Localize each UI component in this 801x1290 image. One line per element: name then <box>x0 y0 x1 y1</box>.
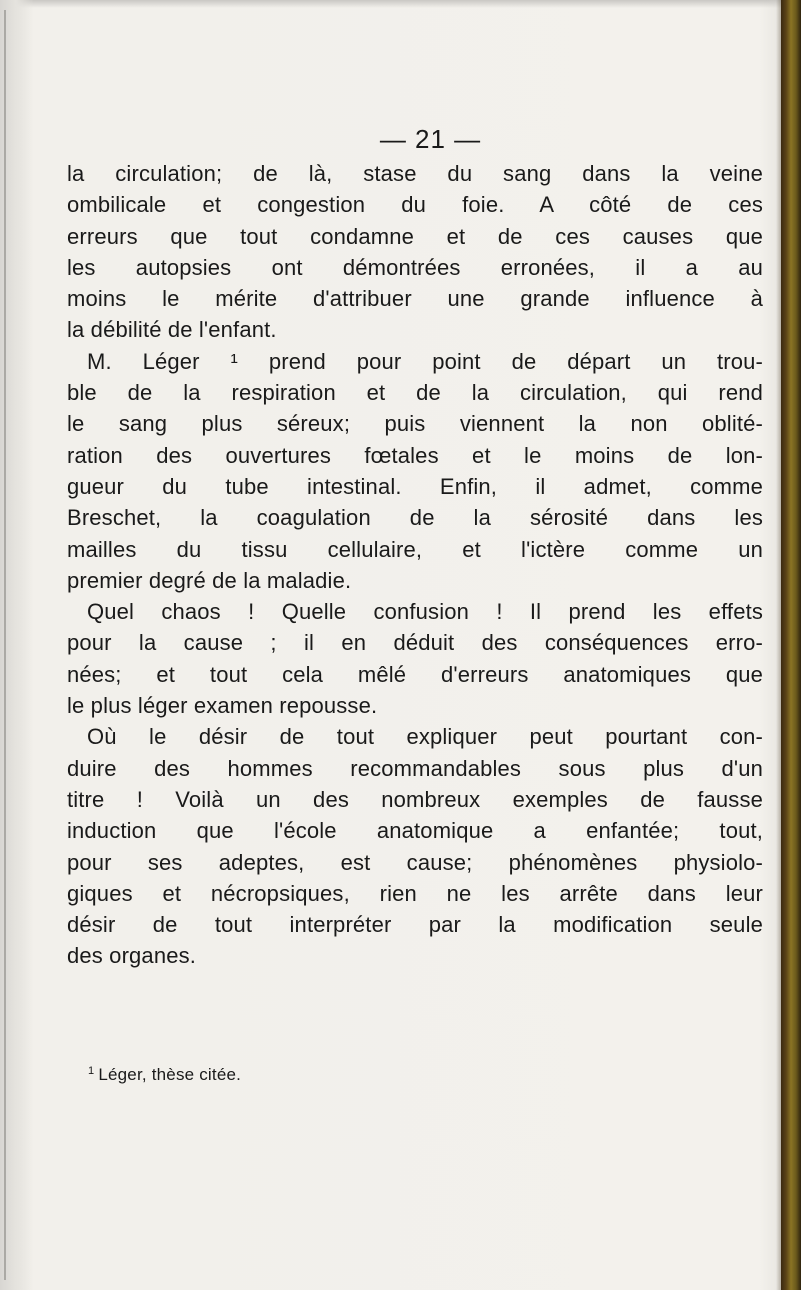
text-line: le plus léger examen repousse. <box>67 693 378 719</box>
text-line: Où le désir de tout expliquer peut pourtant con- <box>87 724 763 750</box>
text-line: pour la cause ; il en déduit des conséquences erro- <box>67 630 763 656</box>
text-line: pour ses adeptes, est cause; phénomènes physiolo- <box>67 849 763 875</box>
text-line: la débilité de l'enfant. <box>67 317 277 343</box>
text-line: ration des ouvertures fœtales et le moins de lon- <box>67 442 763 468</box>
text-line: moins le mérite d'attribuer une grande influence à <box>67 286 763 312</box>
text-line: mailles du tissu cellulaire, et l'ictère comme un <box>67 536 763 562</box>
text-line: Breschet, la coagulation de la sérosité dans les <box>67 505 763 531</box>
text-line: les autopsies ont démontrées erronées, il a au <box>67 254 763 280</box>
paragraph-2 <box>67 346 775 596</box>
page-number-text: — 21 — <box>379 124 482 154</box>
text-line: giques et nécropsiques, rien ne les arrête dans leur <box>67 880 763 906</box>
text-line: nées; et tout cela mêlé d'erreurs anatomiques que <box>67 661 763 687</box>
paragraph-3 <box>67 596 775 721</box>
text-line: duire des hommes recommandables sous plus d'un <box>67 755 763 781</box>
book-cover-edge <box>781 0 801 1290</box>
text-line: des organes. <box>67 943 196 969</box>
paragraph-1 <box>67 158 775 346</box>
text-line: Quel chaos ! Quelle confusion ! Il prend les effets <box>87 599 763 625</box>
text-line: gueur du tube intestinal. Enfin, il admet, comme <box>67 473 763 499</box>
text-line: induction que l'école anatomique a enfantée; tout, <box>67 818 763 844</box>
page-top-shadow <box>0 0 801 8</box>
text-line: la circulation; de là, stase du sang dans la veine <box>67 161 763 186</box>
text-line: ble de la respiration et de la circulation, qui rend <box>67 380 763 406</box>
footnote <box>88 1060 241 1086</box>
page-left-edge <box>4 10 6 1280</box>
page-number <box>0 124 801 154</box>
text-line: titre ! Voilà un des nombreux exemples de fausse <box>67 786 763 812</box>
text-line: le sang plus séreux; puis viennent la non oblité- <box>67 411 763 437</box>
text-line: premier degré de la maladie. <box>67 567 352 593</box>
text-line: M. Léger ¹ prend pour point de départ un trou- <box>87 348 763 374</box>
text-line: ombilicale et congestion du foie. A côté de ces <box>67 192 763 218</box>
footnote-text: Léger, thèse citée. <box>98 1065 242 1084</box>
paragraph-4 <box>67 721 775 971</box>
text-line: désir de tout interpréter par la modification seule <box>67 912 763 938</box>
text-line: erreurs que tout condamne et de ces causes que <box>67 223 763 249</box>
body-text <box>67 158 775 972</box>
footnote-marker: 1 <box>88 1065 95 1077</box>
